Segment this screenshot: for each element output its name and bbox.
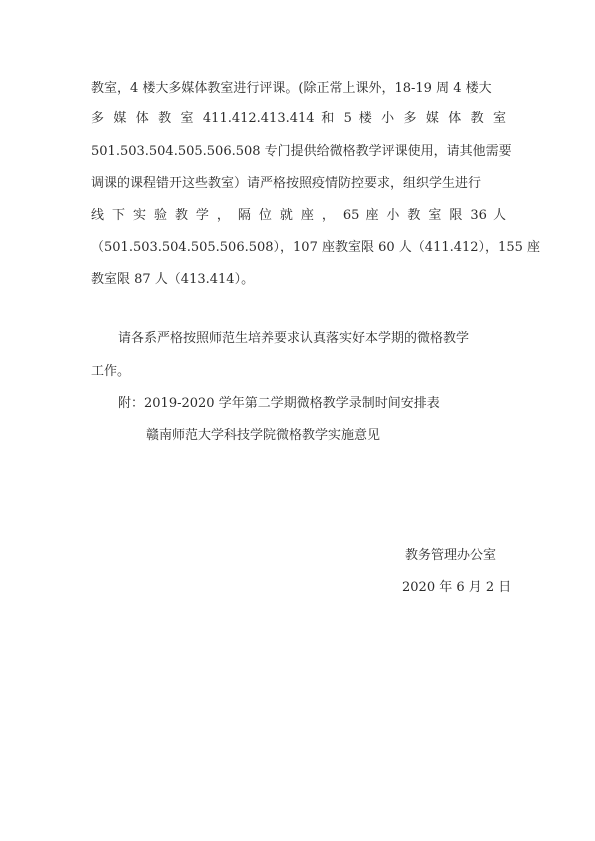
text-line: 教室限 87 人（413.414）。	[91, 272, 255, 287]
text-line: （501.503.504.505.506.508），107 座教室限 60 人（411.412），155 座	[91, 240, 540, 255]
text-line: 501.503.504.505.506.508 专门提供给微格教学评课使用，请其他需要	[91, 144, 512, 159]
text-line: 多 媒 体 教 室 411.412.413.414 和 5 楼 小 多 媒 体 教 室	[91, 111, 506, 126]
attachment-item: 附：2019-2020 学年第二学期微格教学录制时间安排表	[118, 396, 440, 411]
text-line: 请各系严格按照师范生培养要求认真落实好本学期的微格教学	[118, 331, 470, 346]
text-line: 工作。	[91, 364, 131, 379]
issue-date: 2020 年 6 月 2 日	[402, 580, 512, 595]
attachment-item: 赣南师范大学科技学院微格教学实施意见	[146, 428, 381, 443]
text-line: 线 下 实 验 教 学 ， 隔 位 就 座 ， 65 座 小 教 室 限 36 人	[91, 208, 506, 223]
issuing-office: 教务管理办公室	[405, 548, 497, 563]
text-line: 教室，4 楼大多媒体教室进行评课。(除正常上课外，18-19 周 4 楼大	[91, 81, 492, 96]
text-line: 调课的课程错开这些教室）请严格按照疫情防控要求，组织学生进行	[91, 176, 482, 191]
